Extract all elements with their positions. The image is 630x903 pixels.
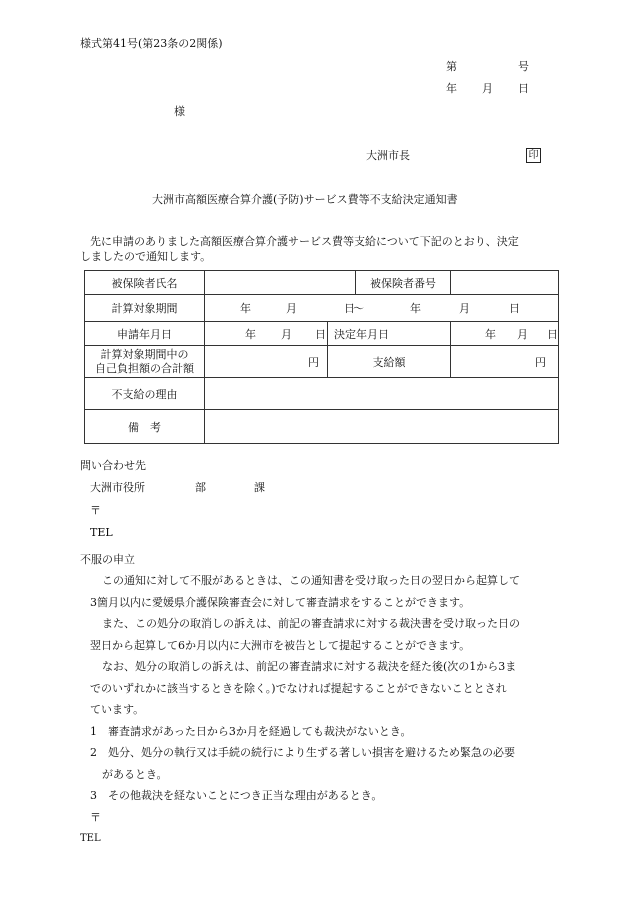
obj-p3-line1: なお、処分の取消しの訴えは、前記の審査請求に対する裁決を経た後(次の1から3ま	[102, 660, 517, 673]
row-remarks	[85, 410, 559, 444]
row-insured	[85, 271, 559, 295]
payment-value: 円	[451, 346, 559, 378]
obj-item-2-line1: 2 処分、処分の執行又は手続の続行により生ずる著しい損害を避けるため緊急の必要	[90, 746, 515, 759]
period-range-mark: 〜	[353, 302, 364, 315]
obj-p1-line1: この通知に対して不服があるときは、この通知書を受け取った日の翌日から起算して	[102, 574, 520, 587]
apply-month: 月	[281, 328, 292, 341]
burden-value: 円	[205, 346, 328, 378]
payment-label: 支給額	[328, 346, 451, 378]
burden-label-line2: 自己負担額の合計額	[95, 361, 194, 375]
objection-body	[80, 570, 520, 850]
obj-p2-line1: また、この処分の取消しの訴えは、前記の審査請求に対する裁決書を受け取った日の	[102, 617, 520, 630]
remarks-label: 備 考	[85, 410, 205, 444]
date-year: 年	[446, 82, 457, 95]
obj-tel: TEL	[80, 833, 101, 844]
reason-value	[205, 378, 559, 410]
obj-p3-line2: でのいずれかに該当するときを除く。)でなければ提起することができないこととされ	[90, 681, 507, 695]
apply-date-value	[205, 322, 328, 346]
remarks-value	[205, 410, 559, 444]
contact-tel: TEL	[90, 526, 113, 539]
row-reason	[85, 378, 559, 410]
row-burden	[85, 346, 559, 378]
row-dates	[85, 322, 559, 346]
period-end-year: 年	[410, 302, 421, 315]
row-period	[85, 295, 559, 322]
apply-year: 年	[245, 328, 256, 341]
burden-label-line1: 計算対象期間中の	[100, 347, 189, 361]
insured-name-value	[205, 271, 356, 295]
insured-name-label: 被保険者氏名	[85, 271, 205, 295]
apply-day: 日	[315, 328, 326, 341]
period-start-year: 年	[240, 302, 251, 315]
decision-date-label: 決定年月日	[328, 322, 451, 346]
intro-line-2: しましたので通知します。	[80, 250, 212, 263]
insured-number-value	[451, 271, 559, 295]
form-number: 様式第41号(第23条の2関係)	[80, 37, 223, 50]
period-start-month: 月	[286, 302, 297, 315]
objection-heading: 不服の申立	[80, 553, 135, 566]
contact-heading: 問い合わせ先	[80, 459, 146, 472]
obj-p1-line2: 3箇月以内に愛媛県介護保険審査会に対して審査請求をすることができます。	[90, 595, 471, 609]
contact-section: 課	[254, 481, 265, 494]
document-title: 大洲市高額医療合算介護(予防)サービス費等不支給決定通知書	[152, 193, 458, 206]
period-end-day: 日	[509, 302, 520, 315]
decision-day: 日	[547, 328, 558, 341]
seal: 印	[526, 148, 541, 163]
decision-year: 年	[485, 328, 496, 341]
burden-label	[85, 346, 205, 378]
date-month: 月	[482, 82, 493, 95]
decision-date-value	[451, 322, 559, 346]
apply-date-label: 申請年月日	[85, 322, 205, 346]
period-start-day: 日	[344, 302, 355, 315]
decision-month: 月	[517, 328, 528, 341]
date-day: 日	[518, 82, 529, 95]
obj-item-1: 1 審査請求があった日から3か月を経過しても裁決がないとき。	[90, 724, 412, 738]
reason-label: 不支給の理由	[85, 378, 205, 410]
obj-item-2-line2: があるとき。	[102, 767, 168, 781]
decision-table	[84, 270, 559, 444]
issuer: 大洲市長	[366, 149, 410, 162]
addressee-suffix: 様	[174, 105, 185, 118]
period-end-month: 月	[459, 302, 470, 315]
obj-p2-line2: 翌日から起算して6か月以内に大洲市を被告として提起することができます。	[90, 638, 471, 652]
period-value	[205, 295, 559, 322]
obj-item-3: 3 その他裁決を経ないことにつき正当な理由があるとき。	[90, 789, 383, 802]
intro-line-1: 先に申請のありました高額医療合算介護サービス費等支給について下記のとおり、決定	[90, 235, 519, 248]
obj-postal: 〒	[90, 810, 101, 824]
obj-p3-line3: ています。	[90, 703, 145, 716]
contact-dept: 部	[195, 481, 206, 494]
period-label: 計算対象期間	[85, 295, 205, 322]
contact-postal: 〒	[90, 504, 101, 517]
number-dai: 第	[446, 60, 457, 73]
contact-office: 大洲市役所	[90, 481, 145, 494]
number-go: 号	[518, 60, 529, 73]
insured-number-label: 被保険者番号	[356, 271, 451, 295]
